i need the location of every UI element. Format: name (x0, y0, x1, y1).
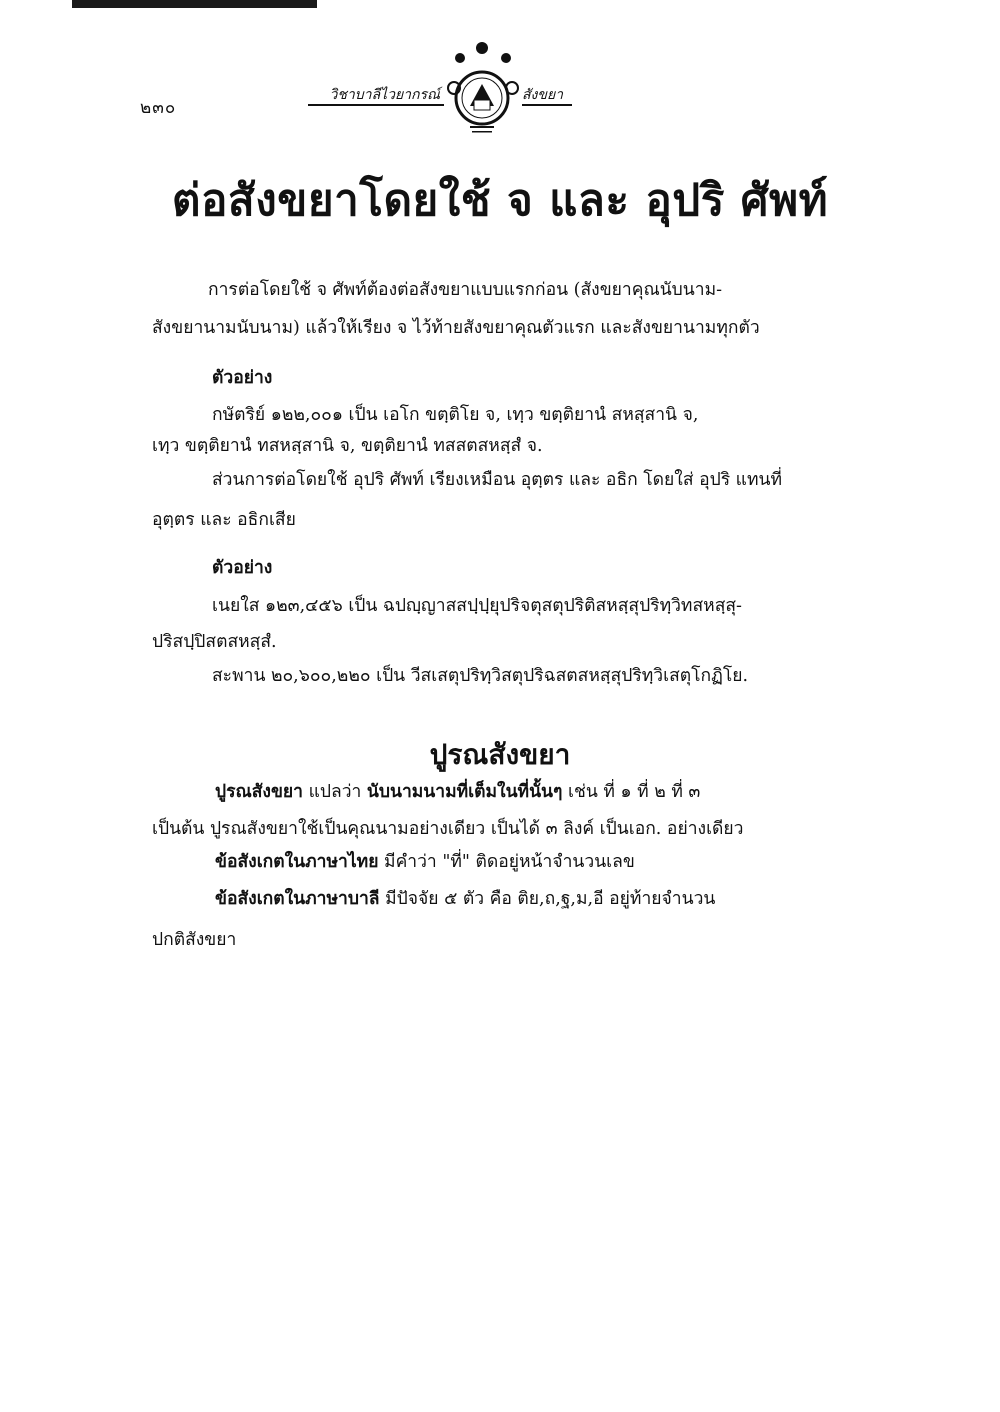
emblem-icon (440, 40, 525, 140)
page-number: ๒๓๐ (140, 98, 177, 118)
definition-bold: นับนามนามที่เต็มในที่นั้นๆ (366, 782, 563, 802)
paragraph-line: การต่อโดยใช้ จ ศัพท์ต้องต่อสังขยาแบบแรกก่อน (สังขยาคุณนับนาม- (208, 280, 723, 300)
example-line: ปริสปฺปิสตสหสฺสํ. (152, 632, 277, 652)
example-line: กษัตริย์ ๑๒๒,๐๐๑ เป็น เอโก ขตฺติโย จ, เทฺว ขตฺติยานํ สหสฺสานิ จ, (212, 405, 699, 425)
paragraph-line: สังขยานามนับนาม) แล้วให้เรียง จ ไว้ท้ายสังขยาคุณตัวแรก และสังขยานามทุกตัว (152, 318, 760, 338)
note-label: ข้อสังเกตในภาษาไทย (215, 852, 379, 872)
header-book-title: วิชาบาลีไวยากรณ์ (329, 87, 440, 103)
header-underline-right (522, 104, 572, 106)
note-line (215, 889, 715, 910)
paragraph-line: อุตฺตร และ อธิกเสีย (152, 510, 296, 530)
top-scan-bar (72, 0, 317, 8)
note-line (215, 852, 635, 873)
section-subtitle: ปูรณสังขยา (429, 738, 571, 771)
note-text: มีคำว่า "ที่" ติดอยู่หน้าจำนวนเลข (378, 852, 635, 872)
page-title: ต่อสังขยาโดยใช้ จ และ อุปริ ศัพท์ (171, 175, 829, 226)
page-header (0, 80, 1000, 140)
header-chapter-title: สังขยา (522, 87, 564, 103)
paragraph-line: เป็นต้น ปูรณสังขยาใช้เป็นคุณนามอย่างเดียว เป็นได้ ๓ ลิงค์ เป็นเอก. อย่างเดียว (152, 819, 744, 839)
term-bold: ปูรณสังขยา (215, 782, 304, 802)
note-line: ปกติสังขยา (152, 930, 237, 950)
example-label: ตัวอย่าง (212, 368, 273, 388)
example-line: เนยใส ๑๒๓,๔๕๖ เป็น ฉปญฺญาสสปฺปฺยุปริจตุสตุปริติสหสฺสุปริทฺวิทสหสฺสุ- (212, 596, 742, 616)
text-span: แปลว่า (303, 782, 367, 802)
note-label: ข้อสังเกตในภาษาบาลี (215, 889, 380, 909)
note-text: มีปัจจัย ๕ ตัว คือ ติย,ถ,ฐ,ม,อี อยู่ท้ายจำนวน (379, 889, 716, 909)
example-line: เทฺว ขตฺติยานํ ทสหสฺสานิ จ, ขตฺติยานํ ทสสตสหสฺสํ จ. (152, 436, 543, 456)
example-line: สะพาน ๒๐,๖๐๐,๒๒๐ เป็น วีสเสตุปริทฺวิสตุปริฉสตสหสฺสุปริทฺวิเสตุโกฏิโย. (212, 666, 749, 686)
text-span: เช่น ที่ ๑ ที่ ๒ ที่ ๓ (562, 782, 701, 802)
header-underline-left (308, 104, 444, 106)
paragraph-line: ส่วนการต่อโดยใช้ อุปริ ศัพท์ เรียงเหมือน อุตฺตร และ อธิก โดยใส่ อุปริ แทนที่ (212, 470, 782, 490)
paragraph-line (215, 782, 700, 803)
example-label: ตัวอย่าง (212, 558, 273, 578)
